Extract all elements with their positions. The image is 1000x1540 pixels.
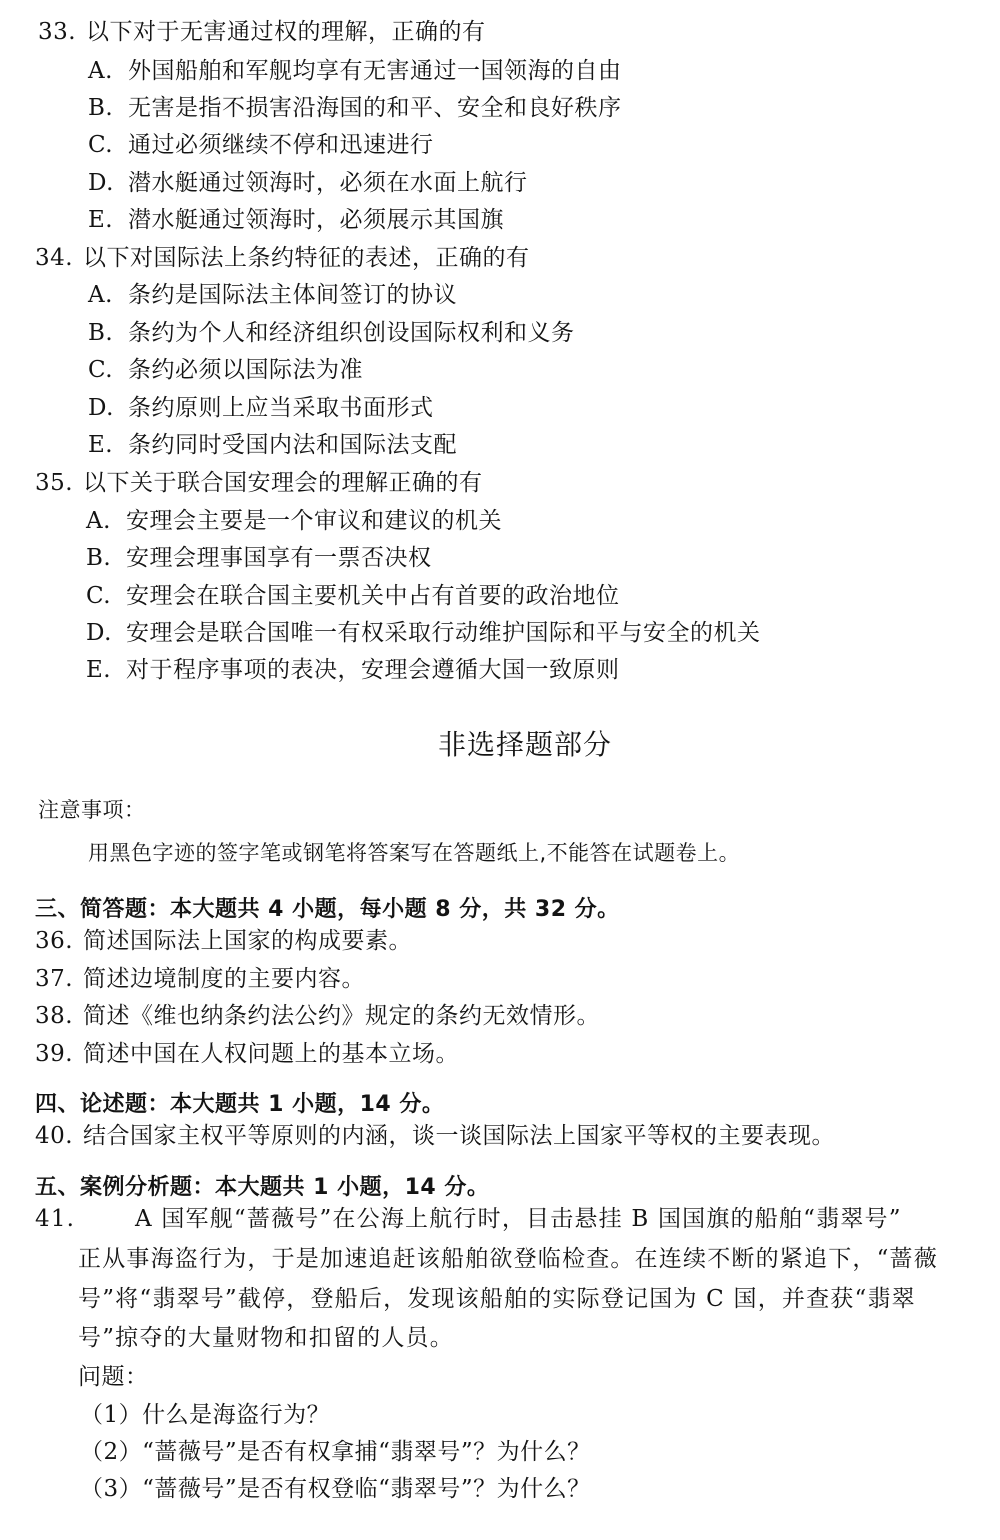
question-34-option-e bbox=[88, 430, 457, 460]
case-line-3: 号”将“翡翠号”截停，登船后，发现该船舶的实际登记国为 C 国，并查获“翡翠 bbox=[78, 1286, 916, 1312]
question-35-option-d bbox=[86, 618, 761, 648]
option-text: 无害是指不损害沿海国的和平、安全和良好秩序 bbox=[128, 95, 622, 121]
option-letter: D. bbox=[88, 395, 114, 421]
case-line-2: 正从事海盗行为，于是加速追赶该船舶欲登临检查。在连续不断的紧追下，“蔷薇 bbox=[78, 1246, 938, 1272]
question-text: 以下对于无害通过权的理解，正确的有 bbox=[86, 19, 486, 45]
part-title: 非选择题部分 bbox=[438, 728, 613, 761]
option-text: 潜水艇通过领海时，必须在水面上航行 bbox=[128, 170, 528, 196]
question-37 bbox=[35, 964, 365, 994]
option-text: 安理会在联合国主要机关中占有首要的政治地位 bbox=[126, 583, 620, 609]
question-text: 以下关于联合国安理会的理解正确的有 bbox=[83, 470, 483, 496]
question-number: 41. bbox=[35, 1206, 76, 1232]
sub-question-3: （3）“蔷薇号”是否有权登临“翡翠号”？为什么？ bbox=[80, 1476, 591, 1502]
question-33-option-c bbox=[88, 130, 434, 160]
question-33-stem bbox=[38, 17, 486, 47]
question-34-stem bbox=[35, 243, 530, 273]
option-letter: C. bbox=[86, 583, 112, 609]
question-text: 简述《维也纳条约法公约》规定的条约无效情形。 bbox=[83, 1003, 600, 1029]
case-line-4: 号”掠夺的大量财物和扣留的人员。 bbox=[78, 1325, 454, 1351]
option-text: 安理会主要是一个审议和建议的机关 bbox=[126, 508, 502, 534]
option-text: 通过必须继续不停和迅速进行 bbox=[128, 132, 434, 158]
question-34-option-c bbox=[88, 355, 363, 385]
question-36 bbox=[35, 926, 412, 956]
question-text: 简述边境制度的主要内容。 bbox=[83, 966, 365, 992]
question-text: 以下对国际法上条约特征的表述，正确的有 bbox=[83, 245, 530, 271]
option-text: 条约为个人和经济组织创设国际权利和义务 bbox=[128, 320, 575, 346]
section-4-heading: 四、论述题：本大题共 1 小题，14 分。 bbox=[35, 1092, 445, 1117]
option-letter: A. bbox=[88, 282, 113, 308]
question-number: 39. bbox=[35, 1041, 74, 1067]
question-text: 简述国际法上国家的构成要素。 bbox=[83, 928, 412, 954]
question-33-option-a bbox=[88, 56, 622, 86]
option-letter: A. bbox=[88, 58, 113, 84]
question-text: 结合国家主权平等原则的内涵，谈一谈国际法上国家平等权的主要表现。 bbox=[83, 1123, 835, 1149]
question-text: 简述中国在人权问题上的基本立场。 bbox=[83, 1041, 459, 1067]
sub-question-2: （2）“蔷薇号”是否有权拿捕“翡翠号”？为什么？ bbox=[80, 1439, 591, 1465]
notice-text: 用黑色字迹的签字笔或钢笔将答案写在答题纸上,不能答在试题卷上。 bbox=[88, 841, 741, 865]
notice-heading: 注意事项： bbox=[38, 798, 146, 822]
option-letter: E. bbox=[88, 207, 114, 233]
question-34-option-a bbox=[88, 280, 457, 310]
option-letter: B. bbox=[88, 95, 114, 121]
option-letter: A. bbox=[86, 508, 111, 534]
question-34-option-b bbox=[88, 318, 575, 348]
option-text: 外国船舶和军舰均享有无害通过一国领海的自由 bbox=[128, 58, 622, 84]
question-number: 34. bbox=[35, 245, 74, 271]
question-40 bbox=[35, 1121, 835, 1151]
question-number: 33. bbox=[38, 19, 77, 45]
section-5-heading: 五、案例分析题：本大题共 1 小题，14 分。 bbox=[35, 1175, 490, 1200]
question-39 bbox=[35, 1039, 459, 1069]
question-33-option-b bbox=[88, 93, 622, 123]
question-number: 36. bbox=[35, 928, 74, 954]
question-number: 38. bbox=[35, 1003, 74, 1029]
question-38 bbox=[35, 1001, 600, 1031]
question-number: 35. bbox=[35, 470, 74, 496]
question-35-option-e bbox=[86, 655, 620, 685]
question-35-stem bbox=[35, 468, 483, 498]
option-letter: B. bbox=[86, 545, 112, 571]
question-number: 37. bbox=[35, 966, 74, 992]
question-35-option-c bbox=[86, 581, 620, 611]
option-text: 安理会理事国享有一票否决权 bbox=[126, 545, 432, 571]
question-35-option-a bbox=[86, 506, 502, 536]
option-text: 潜水艇通过领海时，必须展示其国旗 bbox=[128, 207, 504, 233]
option-text: 对于程序事项的表决，安理会遵循大国一致原则 bbox=[126, 657, 620, 683]
question-33-option-d bbox=[88, 168, 528, 198]
option-letter: E. bbox=[86, 657, 112, 683]
question-33-option-e bbox=[88, 205, 504, 235]
case-line-1 bbox=[35, 1204, 902, 1234]
option-text: 条约必须以国际法为准 bbox=[128, 357, 363, 383]
option-letter: E. bbox=[88, 432, 114, 458]
option-text: 条约是国际法主体间签订的协议 bbox=[128, 282, 457, 308]
option-text: 安理会是联合国唯一有权采取行动维护国际和平与安全的机关 bbox=[126, 620, 761, 646]
question-34-option-d bbox=[88, 393, 434, 423]
questions-label: 问题： bbox=[78, 1364, 149, 1390]
sub-question-1: （1）什么是海盗行为？ bbox=[80, 1402, 331, 1428]
option-letter: C. bbox=[88, 357, 114, 383]
option-letter: B. bbox=[88, 320, 114, 346]
option-letter: C. bbox=[88, 132, 114, 158]
case-text: A 国军舰“蔷薇号”在公海上航行时，目击悬挂 B 国国旗的船舶“翡翠号” bbox=[135, 1206, 902, 1232]
option-letter: D. bbox=[88, 170, 114, 196]
option-text: 条约原则上应当采取书面形式 bbox=[128, 395, 434, 421]
question-35-option-b bbox=[86, 543, 432, 573]
section-3-heading: 三、简答题：本大题共 4 小题，每小题 8 分，共 32 分。 bbox=[35, 897, 620, 922]
option-text: 条约同时受国内法和国际法支配 bbox=[128, 432, 457, 458]
question-number: 40. bbox=[35, 1123, 74, 1149]
option-letter: D. bbox=[86, 620, 112, 646]
